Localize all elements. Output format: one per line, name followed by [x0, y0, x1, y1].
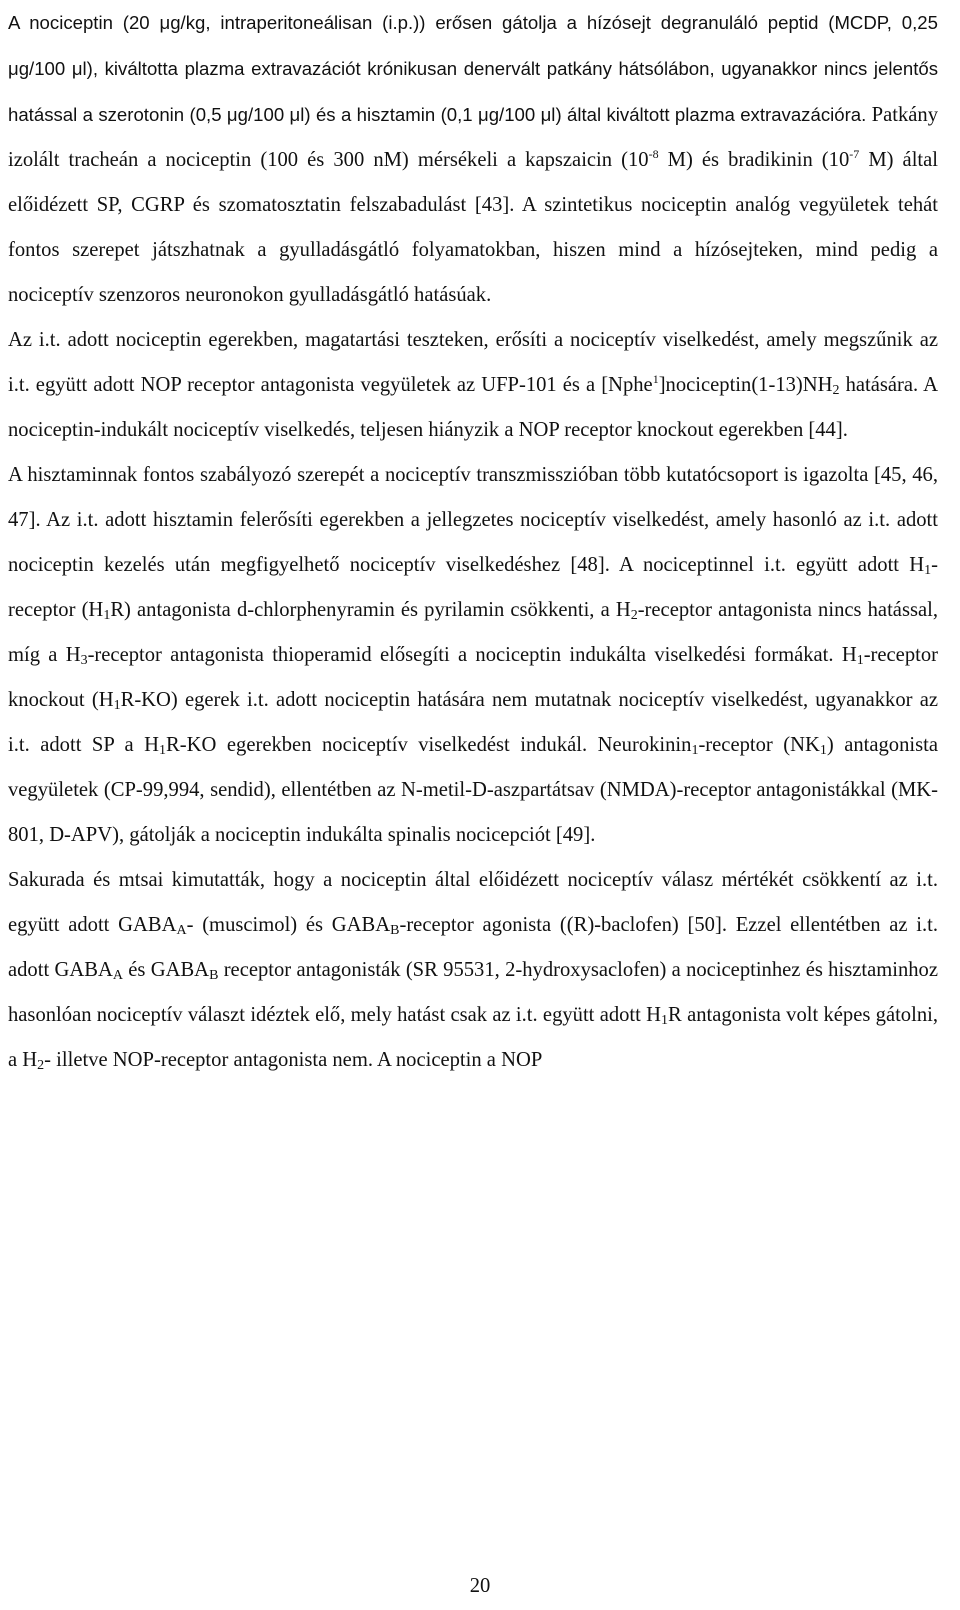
- superscript: 1: [652, 372, 659, 386]
- text-run: hatására. A nociceptin-indukált nociceptív viselkedés, teljesen hiányzik a NOP receptor knockout egerekben [44].: [8, 374, 938, 441]
- subscript: 1: [856, 653, 864, 668]
- paragraph-4: [8, 858, 938, 1083]
- exponent: -8: [648, 147, 659, 161]
- text-run: -receptor agonista ((R)-baclofen) [50]. Ezzel ellentétben az i.t. adott GABA: [8, 914, 938, 981]
- document-body: [8, 0, 938, 1083]
- subscript: A: [176, 923, 187, 938]
- subscript: 1: [661, 1013, 669, 1028]
- text-run: - illetve NOP-receptor antagonista nem. A nociceptin a NOP: [44, 1049, 543, 1071]
- subscript: 1: [103, 608, 111, 623]
- subscript: 3: [80, 653, 88, 668]
- text-run: M) és bradikinin (10: [658, 149, 850, 171]
- text-run: -receptor (H: [8, 554, 938, 621]
- paragraph-1: [8, 0, 938, 318]
- text-run: receptor antagonisták (SR 95531, 2-hydroxysaclofen) a nociceptinhez és hisztaminhoz hasonlóan nociceptív választ idéztek elő, mely hatást csak az i.t. együtt adott H: [8, 959, 938, 1026]
- text-run: Sakurada és mtsai kimutatták, hogy a nociceptin által előidézett nociceptív válasz mértékét csökkentí az i.t. együtt adott GABA: [8, 869, 938, 936]
- subscript: 1: [159, 743, 167, 758]
- subscript: B: [390, 923, 400, 938]
- subscript: A: [112, 968, 123, 983]
- text-run: - (muscimol) és GABA: [186, 914, 391, 936]
- text-run: R-KO egerekben nociceptív viselkedést indukál. Neurokinin: [166, 734, 692, 756]
- text-run: R antagonista volt képes gátolni, a H: [8, 1004, 938, 1071]
- subscript: 1: [924, 563, 932, 578]
- subscript: 1: [819, 743, 827, 758]
- subscript: 1: [113, 698, 121, 713]
- text-run: R-KO) egerek i.t. adott nociceptin hatására nem mutatnak nociceptív viselkedést, ugyanakkor az i.t. adott SP a H: [8, 689, 938, 756]
- text-run: -receptor (NK: [698, 734, 820, 756]
- text-run: Patkány izolált tracheán a nociceptin (100 és 300 nM) mérsékeli a kapszaicin (10: [8, 104, 938, 171]
- text-run: A hisztaminnak fontos szabályozó szerepét a nociceptív transzmisszióban több kutatócsoport is igazolta [45, 46, 47]. Az i.t. adott hisztamin felerősíti egerekben a jellegzetes nociceptív viselkedést, amely hasonló az i.t. adott nociceptin kezelés után megfigyelhető nociceptív viselkedéshez [48]. A nociceptinnel i.t. együtt adott H: [8, 464, 938, 576]
- subscript: 2: [37, 1058, 45, 1073]
- text-run: -receptor antagonista nincs hatással, míg a H: [8, 599, 938, 666]
- text-run: M) által előidézett SP, CGRP és szomatosztatin felszabadulást [43]. A szintetikus nociceptin analóg vegyületek tehát fontos szerepet játszhatnak a gyulladásgátló folyamatokban, hiszen mind a hízósejteken, mind pedig a nociceptív szenzoros neuronokon gyulladásgátló hatásúak.: [8, 149, 938, 306]
- text-run: -receptor antagonista thioperamid elősegíti a nociceptin indukálta viselkedési formákat. H: [87, 644, 857, 666]
- text-run: -receptor knockout (H: [8, 644, 938, 711]
- text-run: ) antagonista vegyületek (CP-99,994, sendid), ellentétben az N-metil-D-aszpartátsav (NMDA)-receptor antagonistákkal (MK-801, D-APV), gátolják a nociceptin indukálta spinalis nocicepciót [49].: [8, 734, 938, 846]
- text-run: ]nociceptin(1-13)NH: [658, 374, 833, 396]
- paragraph-2: [8, 318, 938, 453]
- paragraph-3: [8, 453, 938, 858]
- exponent: -7: [849, 147, 860, 161]
- text-run: R) antagonista d-chlorphenyramin és pyrilamin csökkenti, a H: [110, 599, 631, 621]
- text-run: Az i.t. adott nociceptin egerekben, magatartási teszteken, erősíti a nociceptív viselkedést, amely megszűnik az i.t. együtt adott NOP receptor antagonista vegyületek az UFP-101 és a [Nphe: [8, 329, 938, 396]
- subscript: 2: [630, 608, 638, 623]
- page-number: 20: [469, 1575, 491, 1597]
- subscript: B: [209, 968, 219, 983]
- paragraph-1-sans-sentence: A nociceptin (20 μg/kg, intraperitoneálisan (i.p.)) erősen gátolja a hízósejt degranuláló peptid (MCDP, 0,25 μg/100 μl), kiváltotta plazma extravazációt krónikusan denervált patkány hátsólábon, ugyanakkor nincs jelentős hatással a szerotonin (0,5 μg/100 μl) és a hisztamin (0,1 μg/100 μl) által kiváltott plazma extravazációra.: [8, 12, 938, 125]
- text-run: és GABA: [122, 959, 210, 981]
- subscript: 2: [832, 383, 840, 398]
- subscript: 1: [691, 743, 699, 758]
